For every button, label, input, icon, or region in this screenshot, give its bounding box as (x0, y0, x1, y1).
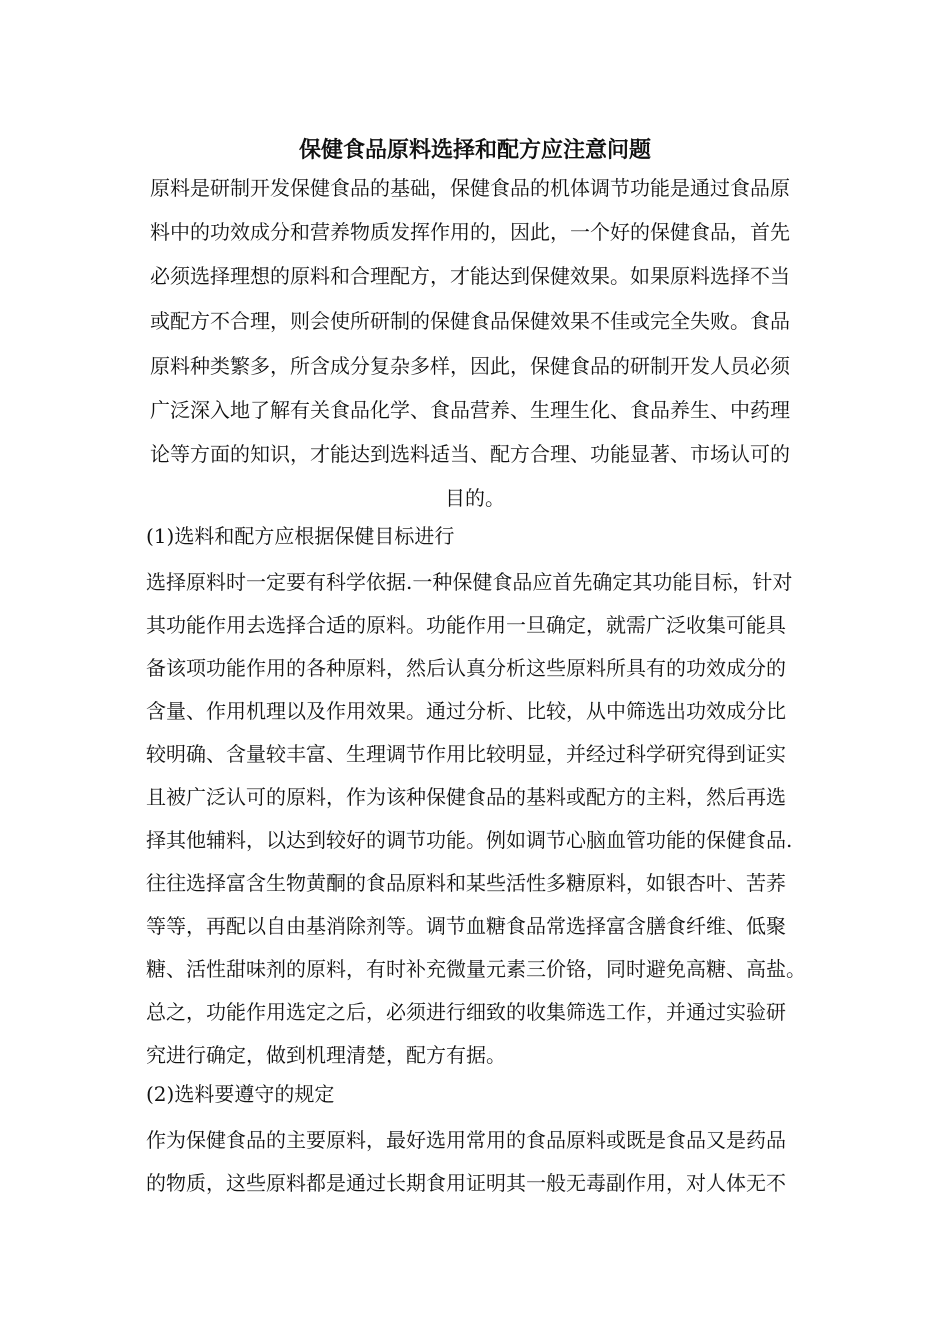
section-2-line: 作为保健食品的主要原料，最好选用常用的食品原料或既是食品又是药品 (146, 1128, 786, 1152)
section-1-line: 究进行确定，做到机理清楚，配方有据。 (146, 1043, 506, 1067)
section-1-line: 且被广泛认可的原料，作为该种保健食品的基料或配方的主料，然后再选 (146, 785, 786, 809)
section-1-line: 总之，功能作用选定之后，必须进行细致的收集筛选工作，并通过实验研 (146, 1000, 786, 1024)
intro-line: 或配方不合理，则会使所研制的保健食品保健效果不佳或完全失败。食品 (150, 309, 790, 333)
section-1-line: 备该项功能作用的各种原料，然后认真分析这些原料所具有的功效成分的 (146, 656, 786, 680)
intro-line: 必须选择理想的原料和合理配方，才能达到保健效果。如果原料选择不当 (150, 264, 790, 288)
section-1-line: 等等，再配以自由基消除剂等。调节血糖食品常选择富含膳食纤维、低聚 (146, 914, 786, 938)
section-1-line: 往往选择富含生物黄酮的食品原料和某些活性多糖原料，如银杏叶、苦荞 (146, 871, 786, 895)
section-1-line: 较明确、含量较丰富、生理调节作用比较明显，并经过科学研究得到证实 (146, 742, 786, 766)
section-1-line: 含量、作用机理以及作用效果。通过分析、比较，从中筛选出功效成分比 (146, 699, 786, 723)
intro-line: 原料是研制开发保健食品的基础，保健食品的机体调节功能是通过食品原 (150, 176, 790, 200)
section-1-line: 糖、活性甜味剂的原料，有时补充微量元素三价铬，同时避免高糖、高盐。 (146, 957, 806, 981)
intro-line: 论等方面的知识，才能达到选料适当、配方合理、功能显著、市场认可的 (150, 442, 790, 466)
section-1-line: 择其他辅料，以达到较好的调节功能。例如调节心脑血管功能的保健食品. (146, 828, 793, 852)
intro-line: 料中的功效成分和营养物质发挥作用的，因此，一个好的保健食品，首先 (150, 220, 790, 244)
intro-line: 原料种类繁多，所含成分复杂多样，因此，保健食品的研制开发人员必须 (150, 354, 790, 378)
section-1-line: 其功能作用去选择合适的原料。功能作用一旦确定，就需广泛收集可能具 (146, 613, 786, 637)
intro-line: 广泛深入地了解有关食品化学、食品营养、生理生化、食品养生、中药理 (150, 398, 790, 422)
section-1-line: 选择原料时一定要有科学依据.一种保健食品应首先确定其功能目标，针对 (146, 570, 793, 594)
intro-line-last: 目的。 (445, 486, 505, 510)
section-1-heading: (1)选料和配方应根据保健目标进行 (146, 524, 455, 548)
document-title: 保健食品原料选择和配方应注意问题 (298, 137, 651, 163)
section-2-heading: (2)选料要遵守的规定 (146, 1082, 335, 1106)
section-2-line: 的物质，这些原料都是通过长期食用证明其一般无毒副作用，对人体无不 (146, 1171, 786, 1195)
